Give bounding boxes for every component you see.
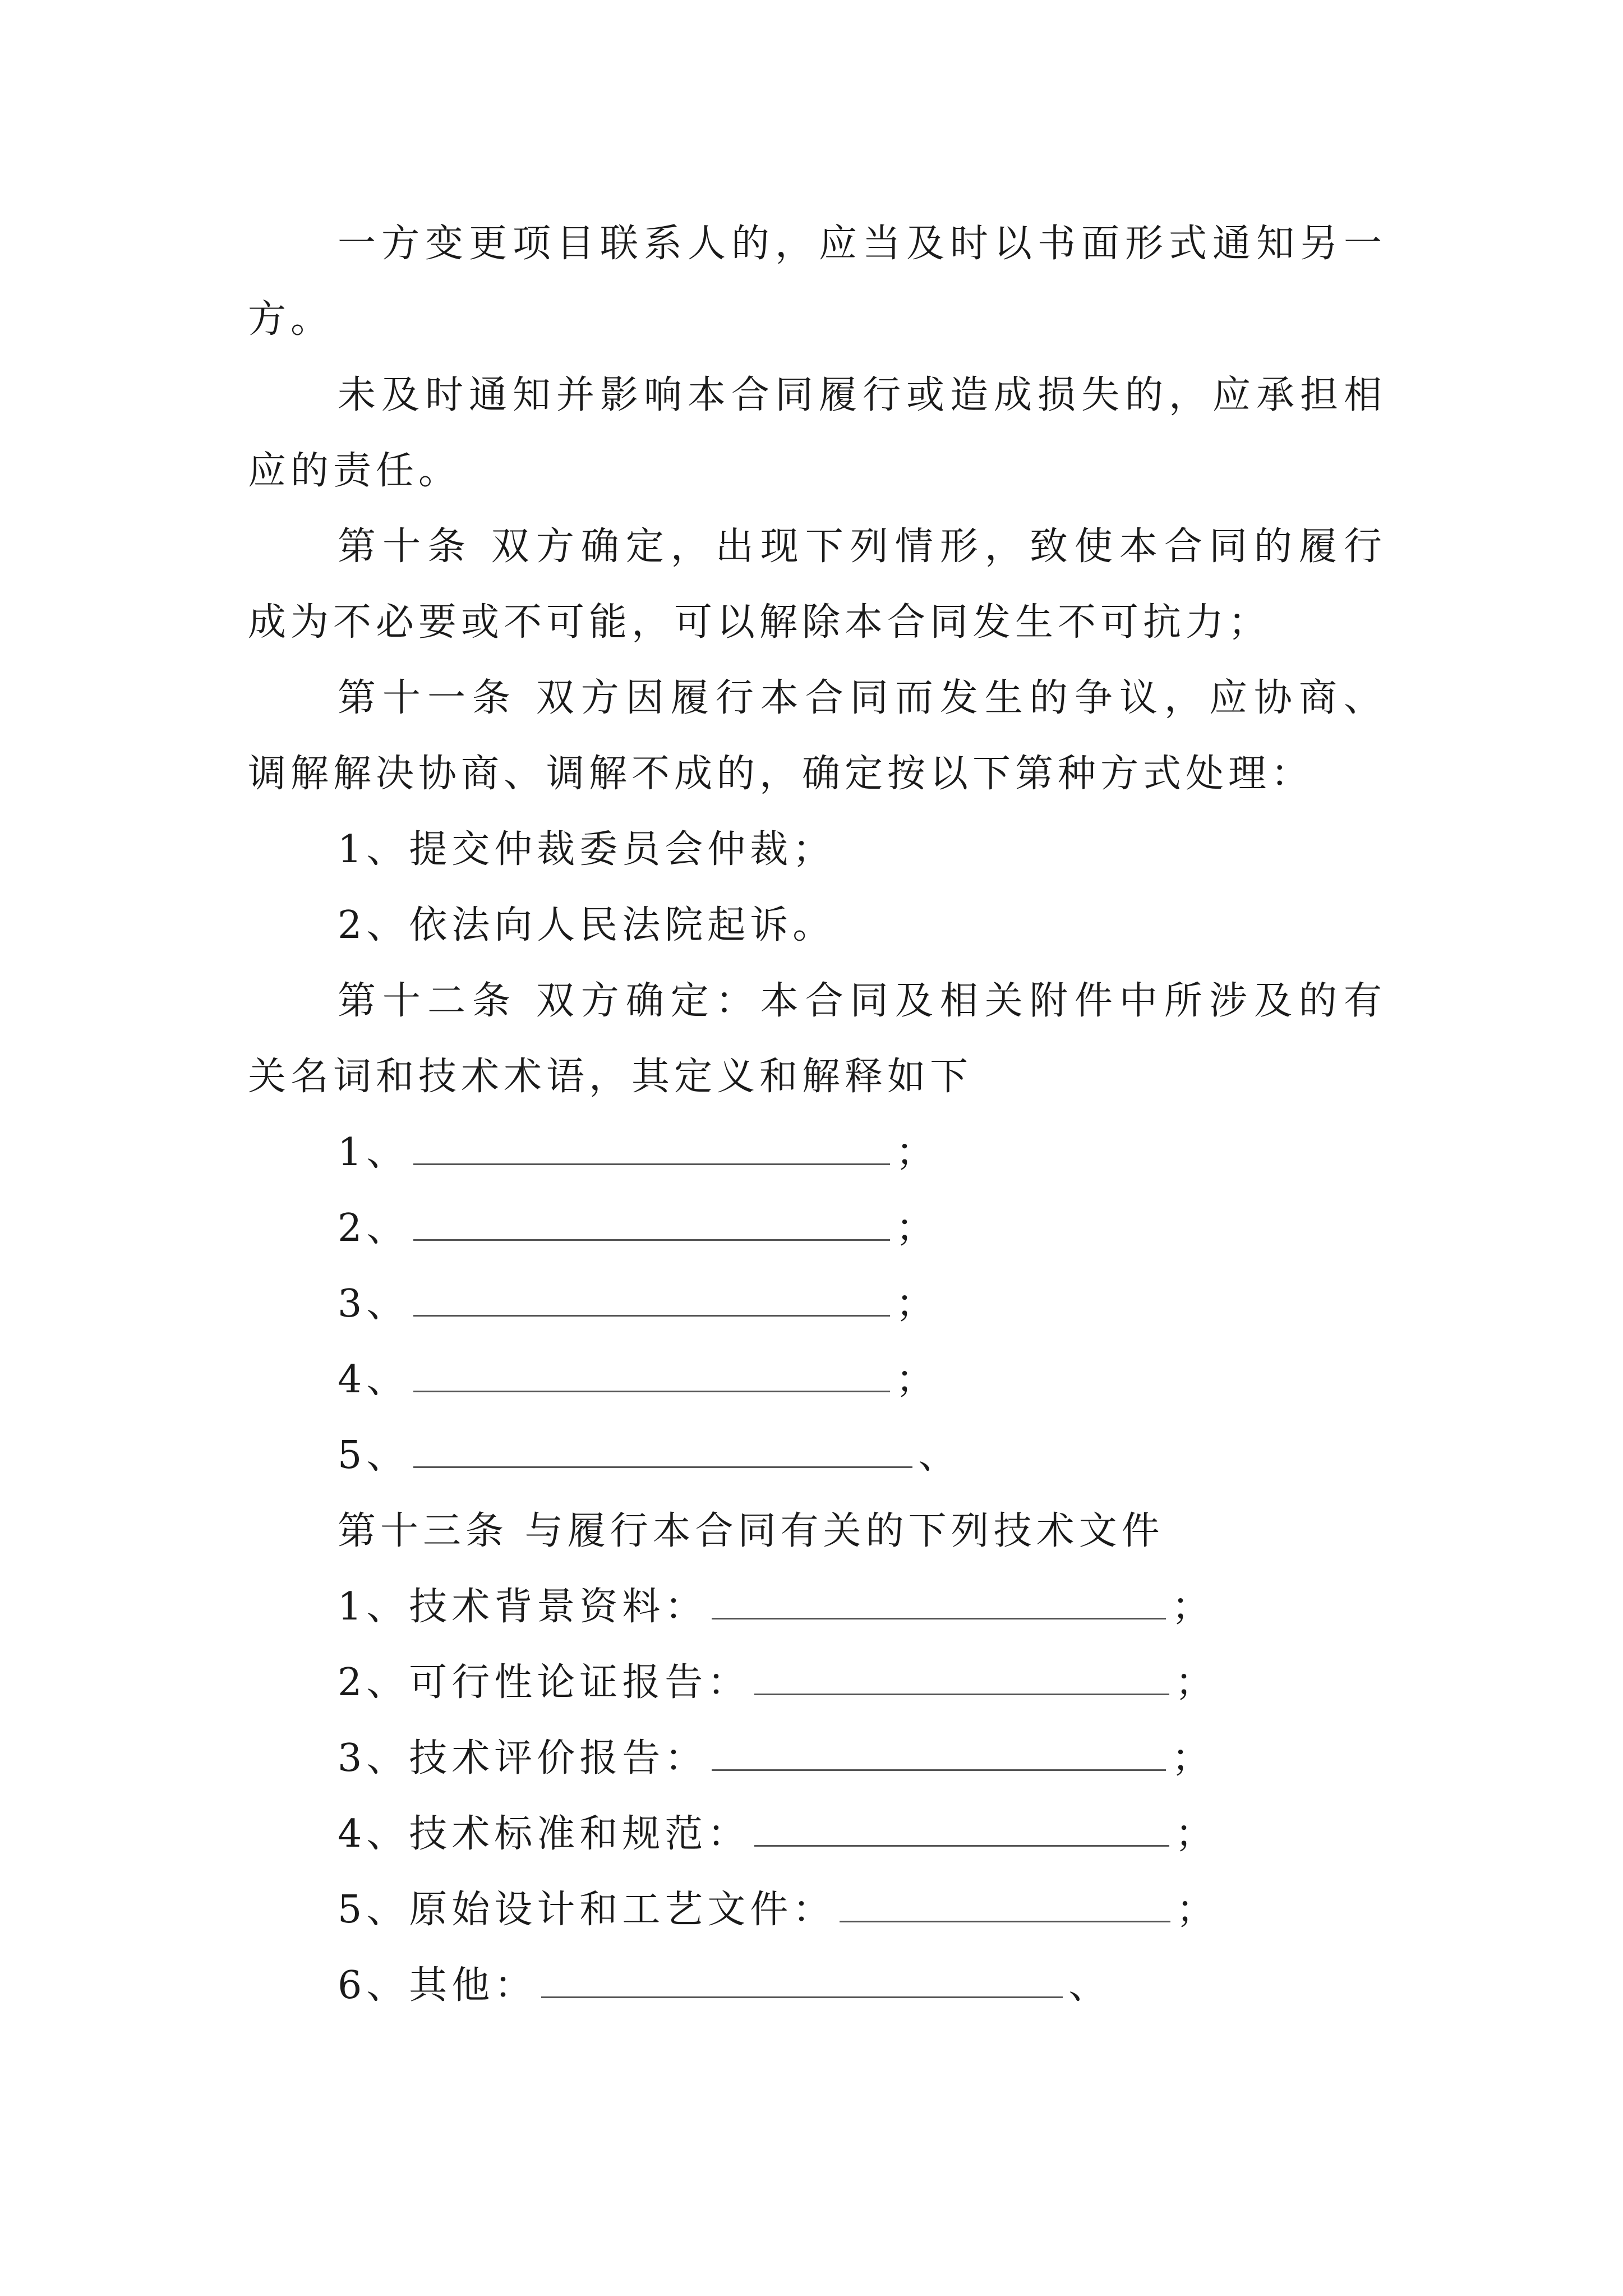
paragraph-line bbox=[248, 289, 333, 351]
document-item bbox=[338, 1803, 1218, 1865]
paragraph-line bbox=[248, 440, 461, 502]
fill-in-blank[interactable] bbox=[754, 1657, 1169, 1695]
option-item bbox=[338, 819, 835, 881]
paragraph-text: 调解解决协商、调解不成的，确定按以下第种方式处理： bbox=[248, 752, 1314, 796]
article-10-line bbox=[248, 592, 1271, 654]
item-end: ； bbox=[1175, 1660, 1218, 1705]
definition-item bbox=[338, 1425, 961, 1487]
item-number: 2、 bbox=[338, 1206, 409, 1250]
document-item bbox=[338, 1652, 1218, 1714]
item-end: ； bbox=[896, 1206, 939, 1250]
fill-in-blank[interactable] bbox=[754, 1808, 1169, 1847]
article-12-line bbox=[248, 1046, 972, 1108]
paragraph-text: 第十二条 双方确定：本合同及相关附件中所涉及的有 bbox=[338, 979, 1386, 1023]
item-end: ； bbox=[1176, 1888, 1219, 1932]
article-12-line bbox=[338, 970, 1386, 1032]
paragraph-text: 应的责任。 bbox=[248, 449, 462, 493]
paragraph-line bbox=[338, 365, 1386, 426]
item-end: ； bbox=[1175, 1812, 1218, 1856]
item-label: 3、技术评价报告： bbox=[338, 1736, 708, 1780]
item-number: 3、 bbox=[338, 1282, 409, 1326]
item-number: 4、 bbox=[338, 1358, 409, 1402]
paragraph-text: 第十条 双方确定，出现下列情形，致使本合同的履行 bbox=[338, 524, 1386, 569]
fill-in-blank[interactable] bbox=[541, 1959, 1063, 1998]
item-number: 1、 bbox=[338, 1130, 409, 1175]
fill-in-blank[interactable] bbox=[413, 1126, 890, 1165]
definition-item bbox=[338, 1273, 938, 1335]
item-end: ； bbox=[1172, 1585, 1215, 1629]
option-text: 2、依法向人民法院起诉。 bbox=[338, 903, 836, 947]
fill-in-blank[interactable] bbox=[413, 1429, 912, 1468]
paragraph-text: 未及时通知并影响本合同履行或造成损失的，应承担相 bbox=[338, 373, 1386, 417]
fill-in-blank[interactable] bbox=[413, 1354, 890, 1392]
paragraph-text: 第十三条 与履行本合同有关的下列技术文件 bbox=[338, 1509, 1164, 1553]
item-end: ； bbox=[1172, 1736, 1215, 1780]
item-label: 5、原始设计和工艺文件： bbox=[338, 1888, 836, 1932]
document-item bbox=[338, 1576, 1214, 1638]
paragraph-text: 一方变更项目联系人的，应当及时以书面形式通知另一 bbox=[338, 222, 1386, 266]
item-end: 、 bbox=[918, 1433, 961, 1478]
fill-in-blank[interactable] bbox=[413, 1278, 890, 1317]
article-11-line bbox=[248, 743, 1313, 805]
fill-in-blank[interactable] bbox=[413, 1202, 890, 1241]
item-label: 6、其他： bbox=[338, 1963, 537, 2008]
paragraph-text: 关名词和技术术语，其定义和解释如下 bbox=[248, 1055, 973, 1099]
item-label: 4、技术标准和规范： bbox=[338, 1812, 750, 1856]
document-item bbox=[338, 1879, 1219, 1941]
definition-item bbox=[338, 1198, 938, 1259]
item-end: ； bbox=[896, 1130, 939, 1175]
fill-in-blank[interactable] bbox=[712, 1581, 1166, 1619]
document-item bbox=[338, 1728, 1214, 1789]
fill-in-blank[interactable] bbox=[840, 1884, 1170, 1922]
option-text: 1、提交仲裁委员会仲裁； bbox=[338, 827, 836, 872]
definition-item bbox=[338, 1349, 938, 1411]
paragraph-line bbox=[338, 213, 1386, 275]
paragraph-text: 第十一条 双方因履行本合同而发生的争议，应协商、 bbox=[338, 676, 1386, 720]
item-number: 5、 bbox=[338, 1433, 409, 1478]
option-item bbox=[338, 895, 835, 956]
document-item bbox=[338, 1955, 1111, 2017]
item-end: 、 bbox=[1068, 1963, 1112, 2008]
article-13-title bbox=[338, 1501, 1164, 1562]
paragraph-text: 成为不必要或不可能，可以解除本合同发生不可抗力； bbox=[248, 600, 1271, 645]
definition-item bbox=[338, 1122, 938, 1184]
item-end: ； bbox=[896, 1282, 939, 1326]
fill-in-blank[interactable] bbox=[712, 1732, 1166, 1771]
item-label: 2、可行性论证报告： bbox=[338, 1660, 750, 1705]
paragraph-text: 方。 bbox=[248, 297, 334, 342]
item-end: ； bbox=[896, 1358, 939, 1402]
article-11-line bbox=[338, 668, 1386, 729]
article-10-line bbox=[338, 516, 1386, 578]
item-label: 1、技术背景资料： bbox=[338, 1585, 708, 1629]
